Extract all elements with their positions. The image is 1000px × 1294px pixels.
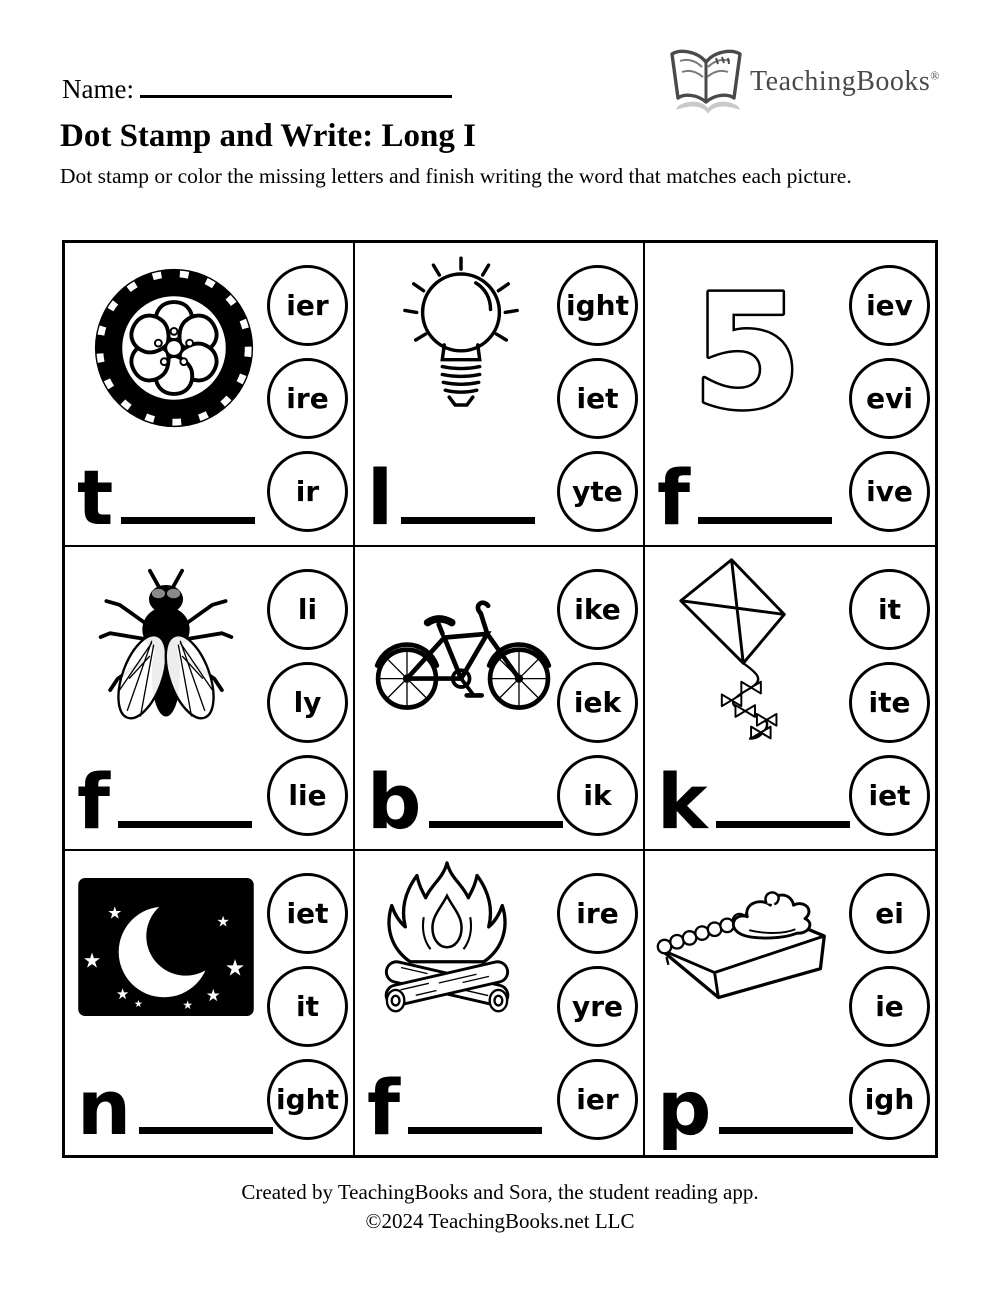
registered-mark: ® [930, 68, 940, 83]
option-label: ie [875, 990, 904, 1023]
option-circle[interactable] [267, 873, 348, 954]
number-five-picture [683, 271, 811, 433]
starter-letter: p [657, 1062, 710, 1152]
svg-text:★: ★ [205, 985, 221, 1006]
option-circle[interactable] [557, 873, 638, 954]
starter-letter: f [77, 756, 109, 846]
option-label: ik [583, 779, 612, 812]
option-circle[interactable] [557, 569, 638, 650]
option-circle[interactable] [557, 966, 638, 1047]
fly-picture [95, 561, 237, 749]
kite-picture [673, 555, 795, 747]
answer-area [367, 756, 563, 846]
option-circle[interactable] [267, 966, 348, 1047]
option-label: yre [571, 990, 624, 1023]
logo-brand-text: TeachingBooks® [750, 66, 940, 97]
option-label: iek [573, 686, 622, 719]
teachingbooks-logo [664, 44, 940, 120]
option-circle[interactable] [849, 265, 930, 346]
cell-bicycle [355, 547, 645, 851]
svg-text:★: ★ [125, 929, 138, 945]
option-label: ir [295, 475, 320, 508]
option-circle[interactable] [267, 662, 348, 743]
option-label: ire [286, 382, 329, 415]
option-list [849, 873, 930, 1140]
option-label: ire [576, 897, 619, 930]
pie-picture [653, 887, 831, 1009]
option-label: evi [866, 382, 913, 415]
option-circle[interactable] [849, 873, 930, 954]
option-list [267, 873, 348, 1140]
option-label: igh [864, 1083, 915, 1116]
option-circle[interactable] [849, 755, 930, 836]
bicycle-picture [369, 589, 557, 715]
option-circle[interactable] [557, 662, 638, 743]
option-label: iet [868, 779, 911, 812]
option-circle[interactable] [557, 265, 638, 346]
option-label: ite [868, 686, 911, 719]
name-row [62, 70, 452, 105]
option-circle[interactable] [849, 662, 930, 743]
option-list [557, 569, 638, 836]
answer-area [657, 756, 850, 846]
answer-area [77, 452, 255, 542]
instructions-text: Dot stamp or color the missing letters and finish writing the word that matches each picture. [60, 164, 852, 188]
tire-picture [91, 265, 257, 431]
option-circle[interactable] [849, 1059, 930, 1140]
option-label: it [878, 593, 901, 626]
option-label: yte [572, 475, 623, 508]
light-bulb-picture [397, 255, 525, 423]
option-label: iev [866, 289, 913, 322]
cell-light-bulb [355, 243, 645, 547]
option-label: it [296, 990, 319, 1023]
option-circle[interactable] [267, 569, 348, 650]
answer-blank-line[interactable] [719, 1127, 853, 1134]
option-circle[interactable] [557, 451, 638, 532]
night-moon-picture [77, 877, 255, 1017]
option-circle[interactable] [267, 265, 348, 346]
answer-blank-line[interactable] [121, 517, 255, 524]
option-label: ight [566, 289, 629, 322]
option-circle[interactable] [849, 451, 930, 532]
answer-blank-line[interactable] [139, 1127, 273, 1134]
option-circle[interactable] [849, 966, 930, 1047]
worksheet-grid [62, 240, 938, 1158]
cell-fly [65, 547, 355, 851]
cell-night-moon [65, 851, 355, 1155]
open-book-icon [664, 44, 748, 120]
option-label: ike [574, 593, 621, 626]
svg-text:5: 5 [692, 271, 802, 433]
svg-text:★: ★ [216, 913, 230, 931]
option-label: li [297, 593, 318, 626]
option-circle[interactable] [267, 1059, 348, 1140]
option-circle[interactable] [267, 755, 348, 836]
answer-blank-line[interactable] [408, 1127, 542, 1134]
option-circle[interactable] [557, 358, 638, 439]
answer-area [367, 1062, 542, 1152]
option-label: iet [286, 897, 329, 930]
option-label: ight [276, 1083, 339, 1116]
cell-five [645, 243, 935, 547]
option-circle[interactable] [849, 358, 930, 439]
option-label: ier [576, 1083, 619, 1116]
svg-text:★: ★ [115, 986, 130, 1004]
starter-letter: n [77, 1062, 130, 1152]
option-label: lie [288, 779, 327, 812]
name-input-line[interactable] [140, 70, 452, 98]
option-circle[interactable] [557, 755, 638, 836]
cell-tire [65, 243, 355, 547]
svg-text:★: ★ [224, 955, 246, 982]
option-label: ei [875, 897, 904, 930]
option-list [267, 265, 348, 532]
page-title: Dot Stamp and Write: Long I [60, 118, 476, 154]
option-list [557, 265, 638, 532]
starter-letter: f [367, 1062, 399, 1152]
svg-text:★: ★ [82, 948, 102, 973]
option-list [557, 873, 638, 1140]
starter-letter: k [657, 756, 706, 846]
answer-area [657, 1062, 853, 1152]
svg-text:★: ★ [133, 999, 143, 1011]
answer-area [77, 756, 252, 846]
cell-campfire [355, 851, 645, 1155]
answer-blank-line[interactable] [401, 517, 535, 524]
option-circle[interactable] [267, 358, 348, 439]
answer-area [77, 1062, 273, 1152]
starter-letter: f [657, 452, 689, 542]
option-label: ier [286, 289, 329, 322]
footer [0, 1178, 1000, 1236]
answer-blank-line[interactable] [429, 821, 563, 828]
starter-letter: l [367, 452, 392, 542]
option-label: ive [866, 475, 913, 508]
starter-letter: b [367, 756, 420, 846]
option-label: ly [293, 686, 322, 719]
starter-letter: t [77, 452, 112, 542]
cell-kite [645, 547, 935, 851]
svg-text:★: ★ [107, 902, 123, 923]
option-list [849, 265, 930, 532]
answer-blank-line[interactable] [698, 517, 832, 524]
option-list [849, 569, 930, 836]
footer-copyright-line: ©2024 TeachingBooks.net LLC [365, 1208, 635, 1233]
option-circle[interactable] [557, 1059, 638, 1140]
name-label: Name: [62, 74, 134, 104]
option-label: iet [576, 382, 619, 415]
option-list [267, 569, 348, 836]
answer-blank-line[interactable] [118, 821, 252, 828]
campfire-picture [379, 859, 515, 1019]
svg-text:★: ★ [182, 998, 193, 1013]
cell-pie [645, 851, 935, 1155]
answer-area [657, 452, 832, 542]
option-circle[interactable] [849, 569, 930, 650]
footer-credit-line: Created by TeachingBooks and Sora, the student reading app. [241, 1180, 759, 1204]
answer-blank-line[interactable] [716, 821, 850, 828]
answer-area [367, 452, 535, 542]
option-circle[interactable] [267, 451, 348, 532]
